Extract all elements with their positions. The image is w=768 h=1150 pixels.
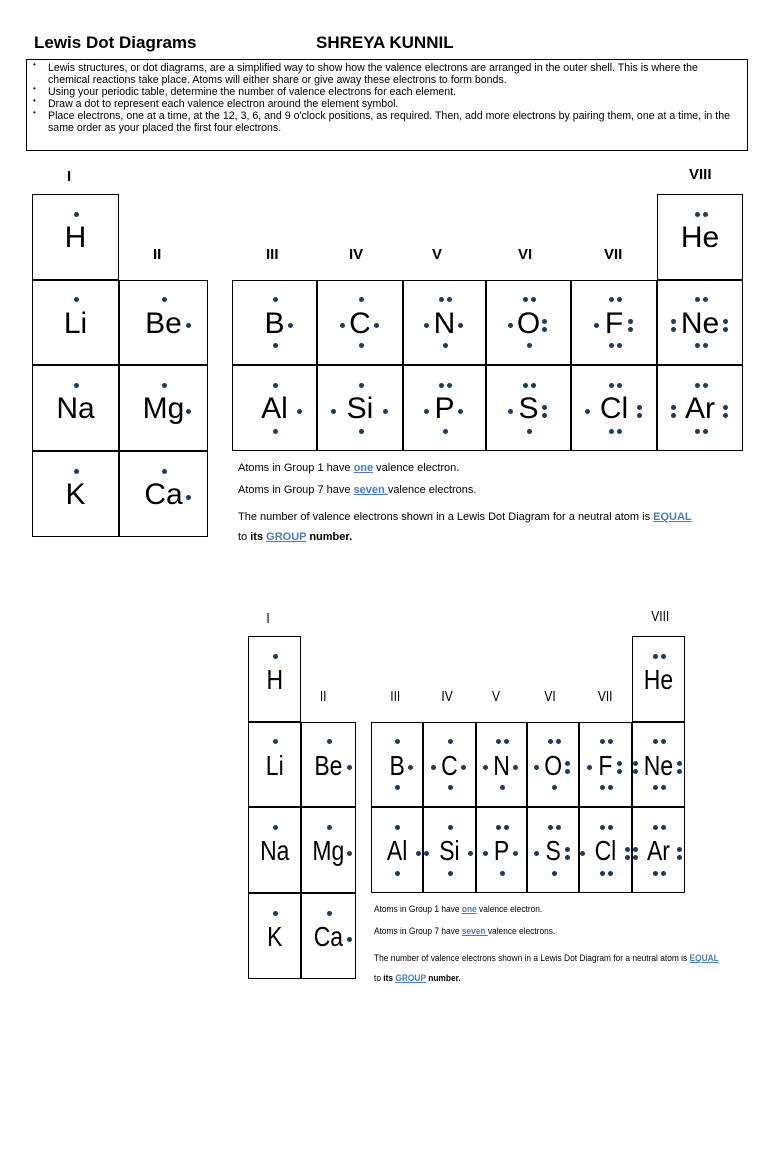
group-label: II bbox=[319, 688, 327, 705]
group-label: V bbox=[432, 246, 443, 263]
valence-electron-dot bbox=[508, 409, 513, 414]
valence-electron-dot bbox=[608, 871, 613, 876]
valence-electron-dot bbox=[653, 871, 658, 876]
element-symbol: Ne bbox=[643, 749, 674, 781]
element-cell bbox=[371, 722, 423, 807]
note-group1: Atoms in Group 1 have one valence electron. bbox=[238, 462, 460, 474]
valence-electron-dot bbox=[162, 469, 167, 474]
valence-electron-dot bbox=[527, 429, 532, 434]
valence-electron-dot bbox=[695, 343, 700, 348]
valence-electron-dot bbox=[617, 343, 622, 348]
element-symbol: Si bbox=[346, 392, 374, 425]
element-cell bbox=[486, 365, 571, 451]
note-rule: The number of valence electrons shown in a Lewis Dot Diagram for a neutral atom is EQUAL bbox=[238, 511, 692, 523]
valence-electron-dot bbox=[542, 405, 547, 410]
valence-electron-dot bbox=[723, 405, 728, 410]
element-symbol: O bbox=[544, 749, 562, 781]
valence-electron-dot bbox=[496, 739, 501, 744]
valence-electron-dot bbox=[703, 343, 708, 348]
valence-electron-dot bbox=[608, 825, 613, 830]
valence-electron-dot bbox=[637, 413, 642, 418]
valence-electron-dot bbox=[359, 343, 364, 348]
element-cell bbox=[403, 365, 486, 451]
valence-electron-dot bbox=[556, 739, 561, 744]
valence-electron-dot bbox=[162, 383, 167, 388]
valence-electron-dot bbox=[661, 871, 666, 876]
valence-electron-dot bbox=[273, 297, 278, 302]
note-group1: Atoms in Group 1 have one valence electron. bbox=[374, 904, 543, 915]
valence-electron-dot bbox=[609, 297, 614, 302]
valence-electron-dot bbox=[703, 212, 708, 217]
valence-electron-dot bbox=[723, 319, 728, 324]
valence-electron-dot bbox=[677, 769, 682, 774]
valence-electron-dot bbox=[625, 855, 630, 860]
valence-electron-dot bbox=[447, 297, 452, 302]
valence-electron-dot bbox=[548, 739, 553, 744]
valence-electron-dot bbox=[585, 409, 590, 414]
valence-electron-dot bbox=[273, 739, 278, 744]
valence-electron-dot bbox=[508, 323, 513, 328]
element-cell bbox=[527, 807, 579, 893]
group-label: I bbox=[266, 610, 270, 627]
valence-electron-dot bbox=[416, 851, 421, 856]
element-cell bbox=[579, 807, 632, 893]
element-cell bbox=[476, 722, 527, 807]
element-symbol: Si bbox=[439, 835, 460, 866]
valence-electron-dot bbox=[600, 825, 605, 830]
element-cell bbox=[232, 280, 317, 365]
valence-electron-dot bbox=[447, 383, 452, 388]
element-cell bbox=[579, 722, 632, 807]
lewis-dot-table-copy bbox=[0, 590, 768, 1150]
element-symbol: Na bbox=[259, 835, 290, 866]
element-symbol: B bbox=[389, 749, 405, 781]
valence-electron-dot bbox=[288, 323, 293, 328]
element-cell bbox=[486, 280, 571, 365]
valence-electron-dot bbox=[531, 383, 536, 388]
group-label: VII bbox=[604, 246, 623, 263]
page-title: Lewis Dot Diagrams bbox=[34, 33, 197, 52]
valence-electron-dot bbox=[347, 937, 352, 942]
valence-electron-dot bbox=[703, 429, 708, 434]
valence-electron-dot bbox=[74, 383, 79, 388]
valence-electron-dot bbox=[374, 323, 379, 328]
valence-electron-dot bbox=[359, 429, 364, 434]
element-symbol: P bbox=[493, 835, 510, 866]
valence-electron-dot bbox=[424, 323, 429, 328]
valence-electron-dot bbox=[565, 847, 570, 852]
valence-electron-dot bbox=[609, 383, 614, 388]
valence-electron-dot bbox=[677, 847, 682, 852]
valence-electron-dot bbox=[327, 911, 332, 916]
valence-electron-dot bbox=[513, 765, 518, 770]
valence-electron-dot bbox=[617, 383, 622, 388]
element-symbol: N bbox=[493, 749, 510, 781]
element-cell bbox=[248, 636, 302, 722]
valence-electron-dot bbox=[552, 785, 557, 790]
valence-electron-dot bbox=[186, 323, 191, 328]
valence-electron-dot bbox=[600, 871, 605, 876]
author-name: SHREYA KUNNIL bbox=[316, 33, 454, 52]
element-symbol: Ca bbox=[313, 921, 344, 952]
valence-electron-dot bbox=[661, 825, 666, 830]
valence-electron-dot bbox=[633, 847, 638, 852]
valence-electron-dot bbox=[653, 785, 658, 790]
valence-electron-dot bbox=[600, 785, 605, 790]
valence-electron-dot bbox=[671, 327, 676, 332]
element-symbol: K bbox=[266, 921, 283, 952]
element-cell bbox=[571, 365, 657, 451]
valence-electron-dot bbox=[395, 871, 400, 876]
valence-electron-dot bbox=[594, 323, 599, 328]
element-symbol: Na bbox=[56, 392, 95, 425]
element-cell bbox=[119, 280, 208, 365]
valence-electron-dot bbox=[74, 469, 79, 474]
valence-electron-dot bbox=[340, 323, 345, 328]
valence-electron-dot bbox=[359, 297, 364, 302]
element-cell bbox=[32, 280, 119, 365]
element-cell bbox=[571, 280, 657, 365]
valence-electron-dot bbox=[671, 319, 676, 324]
valence-electron-dot bbox=[513, 851, 518, 856]
element-symbol: He bbox=[680, 221, 720, 254]
element-symbol: O bbox=[516, 306, 541, 340]
element-symbol: P bbox=[434, 392, 455, 425]
valence-electron-dot bbox=[600, 739, 605, 744]
valence-electron-dot bbox=[608, 739, 613, 744]
valence-electron-dot bbox=[703, 297, 708, 302]
valence-electron-dot bbox=[273, 343, 278, 348]
note-rule-cont: to its GROUP number. bbox=[238, 531, 353, 543]
valence-electron-dot bbox=[703, 383, 708, 388]
element-cell bbox=[657, 194, 743, 280]
valence-electron-dot bbox=[483, 851, 488, 856]
valence-electron-dot bbox=[695, 297, 700, 302]
element-symbol: Li bbox=[63, 306, 88, 340]
valence-electron-dot bbox=[359, 383, 364, 388]
valence-electron-dot bbox=[327, 825, 332, 830]
element-symbol: N bbox=[433, 306, 456, 340]
valence-electron-dot bbox=[448, 825, 453, 830]
valence-electron-dot bbox=[443, 343, 448, 348]
valence-electron-dot bbox=[448, 739, 453, 744]
valence-electron-dot bbox=[695, 383, 700, 388]
valence-electron-dot bbox=[542, 413, 547, 418]
valence-electron-dot bbox=[556, 825, 561, 830]
element-symbol: Be bbox=[314, 749, 343, 781]
valence-electron-dot bbox=[565, 855, 570, 860]
group-label: III bbox=[389, 688, 400, 705]
element-symbol: B bbox=[264, 306, 285, 340]
element-cell bbox=[423, 722, 476, 807]
valence-electron-dot bbox=[468, 851, 473, 856]
element-cell bbox=[423, 807, 476, 893]
valence-electron-dot bbox=[395, 785, 400, 790]
element-symbol: K bbox=[65, 478, 86, 511]
group-label: III bbox=[266, 246, 279, 263]
valence-electron-dot bbox=[458, 409, 463, 414]
valence-electron-dot bbox=[637, 405, 642, 410]
element-cell bbox=[632, 636, 685, 722]
valence-electron-dot bbox=[633, 761, 638, 766]
element-symbol: H bbox=[64, 221, 87, 254]
element-cell bbox=[301, 893, 356, 979]
group-label: IV bbox=[440, 688, 453, 705]
element-cell bbox=[657, 280, 743, 365]
valence-electron-dot bbox=[523, 383, 528, 388]
valence-electron-dot bbox=[504, 825, 509, 830]
valence-electron-dot bbox=[504, 739, 509, 744]
valence-electron-dot bbox=[653, 654, 658, 659]
element-symbol: H bbox=[266, 664, 283, 695]
valence-electron-dot bbox=[496, 825, 501, 830]
valence-electron-dot bbox=[297, 409, 302, 414]
valence-electron-dot bbox=[677, 761, 682, 766]
valence-electron-dot bbox=[542, 327, 547, 332]
group-label: V bbox=[491, 688, 500, 705]
valence-electron-dot bbox=[439, 383, 444, 388]
valence-electron-dot bbox=[523, 297, 528, 302]
instruction-item: • Using your periodic table, determine the number of valence electrons for each element. bbox=[31, 86, 741, 98]
element-cell bbox=[232, 365, 317, 451]
valence-electron-dot bbox=[625, 847, 630, 852]
valence-electron-dot bbox=[347, 851, 352, 856]
valence-electron-dot bbox=[548, 825, 553, 830]
valence-electron-dot bbox=[448, 871, 453, 876]
valence-electron-dot bbox=[671, 405, 676, 410]
valence-electron-dot bbox=[448, 785, 453, 790]
element-symbol: F bbox=[604, 306, 624, 340]
element-symbol: Li bbox=[265, 749, 284, 781]
group-label: I bbox=[67, 168, 72, 185]
valence-electron-dot bbox=[661, 654, 666, 659]
valence-electron-dot bbox=[273, 911, 278, 916]
valence-electron-dot bbox=[653, 739, 658, 744]
valence-electron-dot bbox=[500, 785, 505, 790]
element-cell bbox=[657, 365, 743, 451]
element-cell bbox=[632, 722, 685, 807]
element-cell bbox=[371, 807, 423, 893]
valence-electron-dot bbox=[608, 785, 613, 790]
valence-electron-dot bbox=[542, 319, 547, 324]
group-label: VIII bbox=[650, 608, 669, 625]
element-symbol: Ar bbox=[685, 392, 715, 425]
valence-electron-dot bbox=[617, 297, 622, 302]
instructions-box bbox=[26, 59, 748, 151]
group-label: IV bbox=[349, 246, 364, 263]
valence-electron-dot bbox=[500, 871, 505, 876]
valence-electron-dot bbox=[327, 739, 332, 744]
valence-electron-dot bbox=[609, 429, 614, 434]
valence-electron-dot bbox=[580, 851, 585, 856]
valence-electron-dot bbox=[723, 413, 728, 418]
note-group7: Atoms in Group 7 have seven valence electrons. bbox=[374, 926, 556, 937]
valence-electron-dot bbox=[531, 297, 536, 302]
element-cell bbox=[301, 807, 356, 893]
valence-electron-dot bbox=[273, 383, 278, 388]
group-label: VI bbox=[518, 246, 533, 263]
element-cell bbox=[32, 365, 119, 451]
group-label: VII bbox=[598, 688, 613, 705]
valence-electron-dot bbox=[609, 343, 614, 348]
valence-electron-dot bbox=[458, 323, 463, 328]
element-cell bbox=[32, 451, 119, 537]
instruction-item: • Draw a dot to represent each valence electron around the element symbol. bbox=[31, 98, 741, 110]
valence-electron-dot bbox=[695, 212, 700, 217]
element-cell bbox=[248, 807, 302, 893]
valence-electron-dot bbox=[483, 765, 488, 770]
valence-electron-dot bbox=[273, 429, 278, 434]
valence-electron-dot bbox=[439, 297, 444, 302]
valence-electron-dot bbox=[628, 327, 633, 332]
valence-electron-dot bbox=[431, 765, 436, 770]
valence-electron-dot bbox=[186, 409, 191, 414]
valence-electron-dot bbox=[395, 825, 400, 830]
element-cell bbox=[632, 807, 685, 893]
valence-electron-dot bbox=[162, 297, 167, 302]
valence-electron-dot bbox=[633, 855, 638, 860]
element-cell bbox=[248, 893, 302, 979]
element-symbol: He bbox=[643, 664, 674, 695]
element-cell bbox=[476, 807, 527, 893]
element-cell bbox=[403, 280, 486, 365]
valence-electron-dot bbox=[443, 429, 448, 434]
element-symbol: Ca bbox=[144, 478, 183, 511]
element-symbol: Ne bbox=[680, 306, 720, 340]
valence-electron-dot bbox=[273, 654, 278, 659]
valence-electron-dot bbox=[383, 409, 388, 414]
element-symbol: C bbox=[441, 749, 458, 781]
element-cell bbox=[301, 722, 356, 807]
valence-electron-dot bbox=[74, 297, 79, 302]
element-symbol: S bbox=[545, 835, 561, 866]
valence-electron-dot bbox=[186, 495, 191, 500]
element-cell bbox=[248, 722, 302, 807]
valence-electron-dot bbox=[661, 739, 666, 744]
element-symbol: Be bbox=[145, 306, 182, 340]
element-symbol: Cl bbox=[594, 835, 617, 866]
valence-electron-dot bbox=[671, 413, 676, 418]
valence-electron-dot bbox=[565, 769, 570, 774]
element-cell bbox=[527, 722, 579, 807]
element-cell bbox=[119, 365, 208, 451]
valence-electron-dot bbox=[677, 855, 682, 860]
valence-electron-dot bbox=[331, 409, 336, 414]
group-label: II bbox=[153, 246, 162, 263]
note-rule: The number of valence electrons shown in a Lewis Dot Diagram for a neutral atom is EQUAL bbox=[374, 953, 720, 964]
element-symbol: Ar bbox=[647, 835, 670, 866]
element-symbol: C bbox=[349, 306, 371, 340]
valence-electron-dot bbox=[74, 212, 79, 217]
valence-electron-dot bbox=[653, 825, 658, 830]
element-symbol: S bbox=[518, 392, 539, 425]
valence-electron-dot bbox=[628, 319, 633, 324]
valence-electron-dot bbox=[273, 825, 278, 830]
valence-electron-dot bbox=[565, 761, 570, 766]
valence-electron-dot bbox=[723, 327, 728, 332]
valence-electron-dot bbox=[661, 785, 666, 790]
group-label: VI bbox=[544, 688, 557, 705]
valence-electron-dot bbox=[395, 739, 400, 744]
instruction-item: • Place electrons, one at a time, at the 12, 3, 6, and 9 o'clock positions, as required. Then, add more electrons by pairing them, one at a time, in the same order as your placed the first four electrons. bbox=[31, 110, 741, 134]
element-cell bbox=[32, 194, 119, 280]
valence-electron-dot bbox=[617, 429, 622, 434]
instruction-item: • Lewis structures, or dot diagrams, are a simplified way to show how the valence electrons are arranged in the outer shell. This is where the chemical reactions take place. Atoms will either share or give away these electrons to form bonds. bbox=[31, 62, 741, 86]
valence-electron-dot bbox=[347, 765, 352, 770]
element-cell bbox=[317, 365, 403, 451]
element-symbol: Cl bbox=[599, 392, 629, 425]
valence-electron-dot bbox=[633, 769, 638, 774]
valence-electron-dot bbox=[424, 409, 429, 414]
valence-electron-dot bbox=[527, 343, 532, 348]
element-cell bbox=[119, 451, 208, 537]
valence-electron-dot bbox=[461, 765, 466, 770]
element-cell bbox=[317, 280, 403, 365]
valence-electron-dot bbox=[552, 871, 557, 876]
element-symbol: Al bbox=[386, 835, 408, 866]
element-symbol: Al bbox=[261, 392, 288, 425]
valence-electron-dot bbox=[424, 851, 429, 856]
element-symbol: F bbox=[598, 749, 613, 781]
note-rule-cont: to its GROUP number. bbox=[374, 973, 462, 984]
group-label: VIII bbox=[689, 166, 712, 183]
element-symbol: Mg bbox=[142, 392, 185, 425]
valence-electron-dot bbox=[695, 429, 700, 434]
note-group7: Atoms in Group 7 have seven valence electrons. bbox=[238, 484, 477, 496]
element-symbol: Mg bbox=[312, 835, 345, 866]
